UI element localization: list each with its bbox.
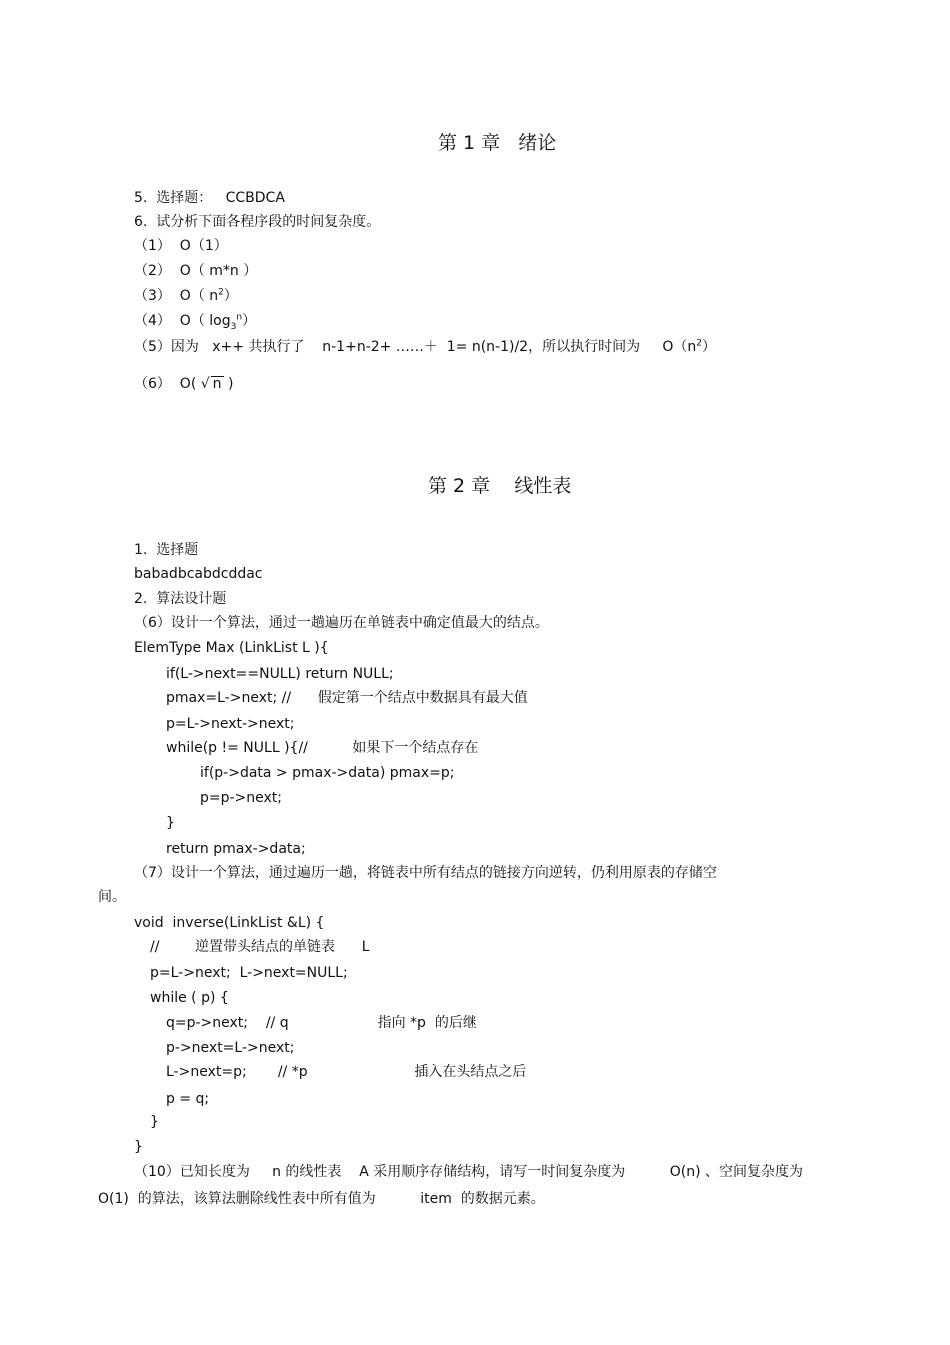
ch1-a6: [134, 375, 233, 393]
ch1-a3: [134, 287, 238, 305]
ch2-line: while(p != NULL ){// 如果下一个结点存在: [166, 740, 479, 756]
ch2-line: p = q;: [166, 1091, 210, 1107]
ch2-line: O(1) 的算法，该算法删除线性表中所有值为 item 的数据元素。: [98, 1191, 545, 1207]
ch1-q6: 6. 试分析下面各程序段的时间复杂度。: [134, 214, 381, 230]
ch2-line: while ( p) {: [150, 990, 229, 1006]
ch1-a4: [134, 312, 256, 330]
ch2-line: q=p->next; // q 指向 *p 的后继: [166, 1015, 477, 1031]
ch2-line: ElemType Max (LinkList L ){: [134, 640, 329, 656]
ch2-line: }: [166, 815, 175, 831]
ch2-line: 1. 选择题: [134, 542, 199, 558]
ch2-line: }: [150, 1114, 159, 1130]
ch2-line: （7）设计一个算法，通过遍历一趟，将链表中所有结点的链接方向逆转，仍利用原表的存储空: [134, 865, 717, 881]
ch2-line: p=p->next;: [200, 790, 283, 806]
ch1-a3-pre: （3） O（ n: [134, 288, 219, 304]
ch1-q5: 5. 选择题： CCBDCA: [134, 190, 285, 206]
ch1-a2: （2） O（ m*n ）: [134, 263, 258, 279]
ch1-a6-pre: （6） O(: [134, 376, 201, 392]
sqrt-symbol: √ n: [200, 376, 222, 392]
ch2-line: （6）设计一个算法，通过一趟遍历在单链表中确定值最大的结点。: [134, 615, 549, 631]
ch2-line: if(p->data > pmax->data) pmax=p;: [200, 765, 455, 781]
ch1-a3-sup: 2: [218, 287, 224, 298]
ch2-line: p->next=L->next;: [166, 1040, 295, 1056]
ch2-line: void inverse(LinkList &L) {: [134, 915, 325, 931]
ch2-line: // 逆置带头结点的单链表 L: [150, 939, 370, 955]
ch2-line: if(L->next==NULL) return NULL;: [166, 666, 394, 682]
ch2-line: p=L->next->next;: [166, 716, 295, 732]
ch2-line: p=L->next; L->next=NULL;: [150, 965, 348, 981]
ch1-a1: （1） O（1）: [134, 238, 228, 254]
ch1-a3-post: ）: [223, 288, 238, 304]
chapter-2-title: 第 2 章 线性表: [428, 475, 572, 497]
ch2-line: }: [134, 1139, 143, 1155]
ch1-a4-post: ）: [242, 313, 257, 329]
ch1-a5-post: ）: [701, 339, 716, 355]
ch2-line: babadbcabdcddac: [134, 566, 263, 582]
ch2-line: （10）已知长度为 n 的线性表 A 采用顺序存储结构，请写一时间复杂度为 O(n) 、空间复杂度为: [134, 1164, 803, 1180]
ch1-a6-post: ): [223, 376, 234, 392]
ch2-line: 2. 算法设计题: [134, 591, 227, 607]
ch1-a5: [134, 338, 716, 356]
ch2-line: 间。: [98, 889, 126, 905]
ch2-line: pmax=L->next; // 假定第一个结点中数据具有最大值: [166, 690, 528, 706]
ch1-a4-sub: 3: [230, 321, 237, 332]
ch1-a5-pre: （5）因为 x++ 共执行了 n-1+n-2+ ……＋ 1= n(n-1)/2，所以执行时间为 O（n: [134, 339, 697, 355]
ch1-a6-radicand: n: [212, 376, 222, 392]
ch2-line: return pmax->data;: [166, 841, 306, 857]
chapter-1-title: 第 1 章 绪论: [438, 132, 557, 154]
ch1-a5-sup: 2: [696, 338, 702, 349]
ch2-line: L->next=p; // *p 插入在头结点之后: [166, 1064, 527, 1080]
ch1-a4-pre: （4） O（ log: [134, 313, 231, 329]
ch1-a4-sup: n: [236, 312, 243, 323]
